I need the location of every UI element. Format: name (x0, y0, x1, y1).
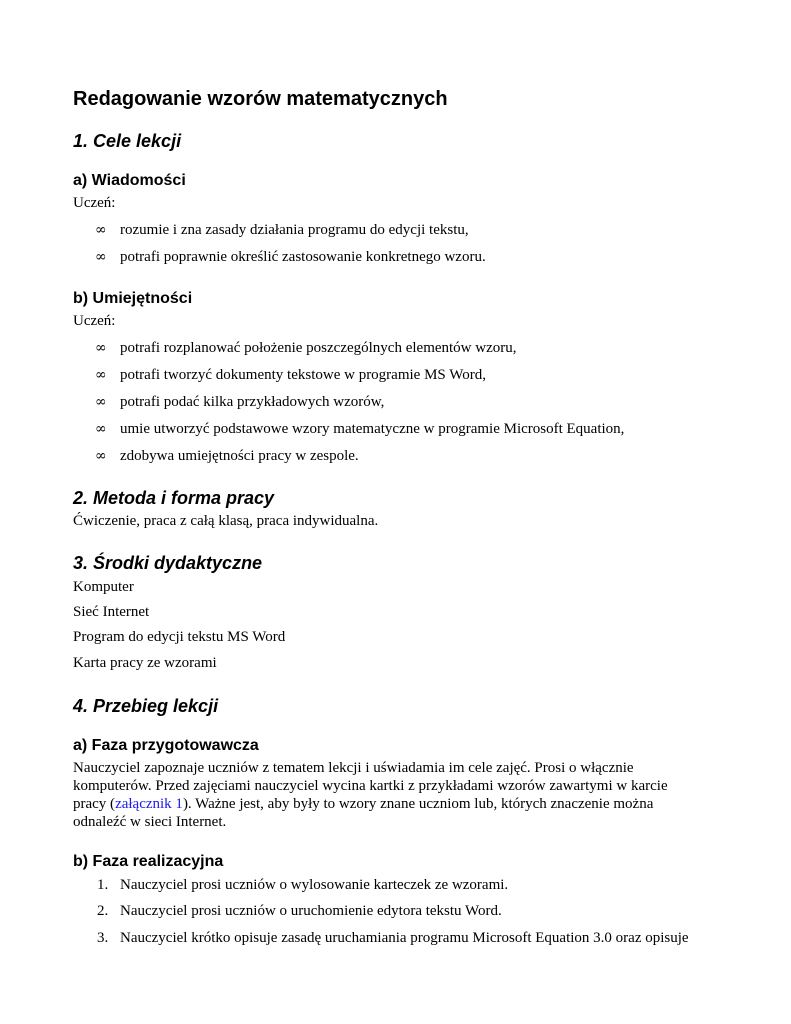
paragraph-line (73, 796, 653, 813)
attachment-link[interactable]: załącznik 1 (115, 796, 183, 812)
bullet-icon: ∞ (95, 222, 107, 238)
section-heading-cele: 1. Cele lekcji (73, 131, 182, 151)
list-item: Karta pracy ze wzorami (73, 655, 217, 671)
subheading-faza-realizacyjna: b) Faza realizacyjna (73, 853, 224, 870)
paragraph-line: komputerów. Przed zajęciami nauczyciel wycina kartki z przykładami wzorów zawartymi w karcie (73, 778, 668, 794)
page-title: Redagowanie wzorów matematycznych (73, 88, 448, 110)
paragraph-line: odnaleźć w sieci Internet. (73, 814, 227, 830)
section-heading-przebieg: 4. Przebieg lekcji (73, 696, 219, 716)
bullet-icon: ∞ (95, 249, 107, 265)
subheading-umiejetnosci: b) Umiejętności (73, 290, 193, 307)
step-number: 2. (97, 903, 109, 919)
step-text: Nauczyciel krótko opisuje zasadę uruchamiania programu Microsoft Equation 3.0 oraz opisuje (120, 930, 689, 946)
bullet-icon: ∞ (95, 421, 107, 437)
list-item: rozumie i zna zasady działania programu do edycji tekstu, (120, 222, 469, 238)
list-item: potrafi podać kilka przykładowych wzorów, (120, 394, 385, 410)
list-item: potrafi poprawnie określić zastosowanie konkretnego wzoru. (120, 249, 486, 265)
step-text: Nauczyciel prosi uczniów o wylosowanie karteczek ze wzorami. (120, 877, 509, 893)
bullet-icon: ∞ (95, 367, 107, 383)
intro-text: Uczeń: (73, 195, 116, 211)
list-item: zdobywa umiejętności pracy w zespole. (120, 448, 359, 464)
bullet-icon: ∞ (95, 340, 107, 356)
bullet-icon: ∞ (95, 394, 107, 410)
paragraph-line: Nauczyciel zapoznaje uczniów z tematem lekcji i uświadamia im cele zajęć. Prosi o włącznie (73, 760, 634, 776)
subheading-faza-przygotowawcza: a) Faza przygotowawcza (73, 737, 259, 754)
text-segment: ). Ważne jest, aby były to wzory znane uczniom lub, których znaczenie można (182, 796, 654, 812)
section-heading-srodki: 3. Środki dydaktyczne (73, 553, 263, 573)
step-text: Nauczyciel prosi uczniów o uruchomienie edytora tekstu Word. (120, 903, 502, 919)
list-item: Program do edycji tekstu MS Word (73, 629, 286, 645)
list-item: umie utworzyć podstawowe wzory matematyczne w programie Microsoft Equation, (120, 421, 625, 437)
section-heading-metoda: 2. Metoda i forma pracy (73, 488, 275, 508)
paragraph: Ćwiczenie, praca z całą klasą, praca indywidualna. (73, 513, 379, 529)
bullet-icon: ∞ (95, 448, 107, 464)
step-number: 1. (97, 877, 109, 893)
subheading-wiadomosci: a) Wiadomości (73, 172, 186, 189)
text-segment: pracy ( (73, 796, 116, 812)
list-item: Komputer (73, 579, 134, 595)
intro-text: Uczeń: (73, 313, 116, 329)
list-item: Sieć Internet (73, 604, 150, 620)
list-item: potrafi rozplanować położenie poszczególnych elementów wzoru, (120, 340, 517, 356)
step-number: 3. (97, 930, 109, 946)
list-item: potrafi tworzyć dokumenty tekstowe w programie MS Word, (120, 367, 486, 383)
